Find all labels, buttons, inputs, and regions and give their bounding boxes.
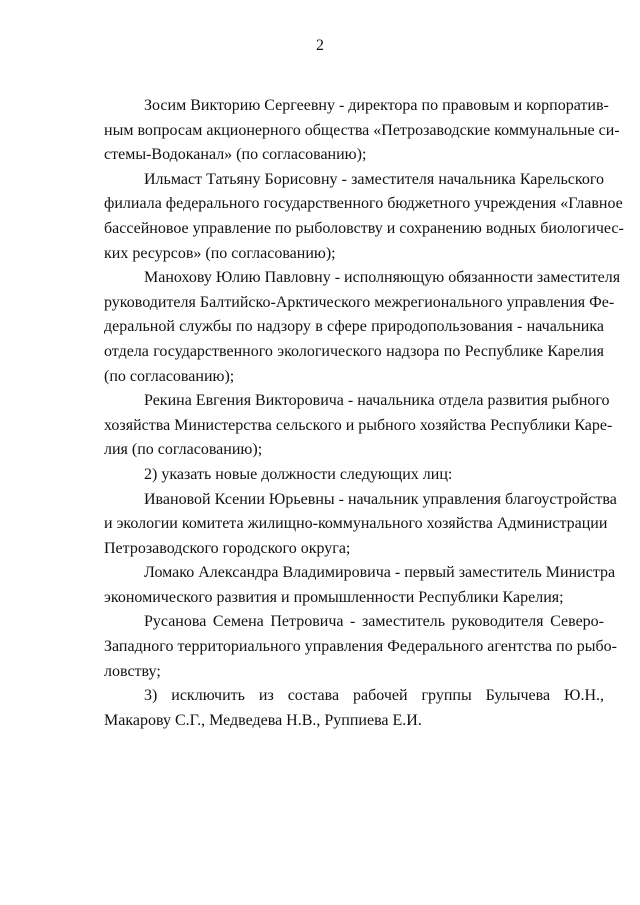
- text-line: Петрозаводского городского округа;: [104, 539, 351, 557]
- text-line: ловству;: [104, 662, 161, 680]
- document-body: [104, 94, 624, 733]
- text-line: хозяйства Министерства сельского и рыбного хозяйства Республики Каре-: [104, 416, 613, 434]
- page-number: 2: [316, 37, 324, 54]
- paragraph-zosim: [104, 94, 620, 168]
- text-line: бассейновое управление по рыболовству и сохранению водных биологичес-: [104, 219, 624, 237]
- text-line: стемы-Водоканал» (по согласованию);: [104, 146, 367, 164]
- text-line: Русанова Семена Петровича - заместитель руководителя Северо-: [144, 613, 604, 631]
- text-line: Макарову С.Г., Медведева Н.В., Руппиева Е.И.: [104, 711, 422, 729]
- paragraph-ivanova: [104, 488, 617, 562]
- text-line: Западного территориального управления Федерального агентства по рыбо-: [104, 638, 617, 656]
- paragraph-rusanov: [104, 610, 617, 684]
- text-line: Ивановой Ксении Юрьевны - начальник управления благоустройства: [144, 490, 617, 508]
- paragraph-item-3: [104, 684, 604, 733]
- text-line: (по согласованию);: [104, 367, 235, 385]
- paragraph-manokhova: [104, 266, 621, 389]
- text-line: экономического развития и промышленности Республики Карелия;: [104, 588, 564, 606]
- text-line: 3) исключить из состава рабочей группы Булычева Ю.Н.,: [144, 687, 604, 705]
- text-line: и экологии комитета жилищно-коммунального хозяйства Администрации: [104, 515, 608, 533]
- text-line: Ломако Александра Владимировича - первый заместитель Министра: [144, 564, 616, 582]
- paragraph-rekin: [104, 389, 613, 463]
- text-line: руководителя Балтийско-Арктического межрегионального управления Фе-: [104, 293, 615, 311]
- text-line: ких ресурсов» (по согласованию);: [104, 244, 336, 262]
- paragraph-item-2: [104, 463, 604, 488]
- text-line: деральной службы по надзору в сфере природопользования - начальника: [104, 318, 604, 336]
- text-line: Ильмаст Татьяну Борисовну - заместителя начальника Карельского: [144, 170, 604, 188]
- text-line: отдела государственного экологического надзора по Республике Карелия: [104, 342, 604, 360]
- text-line: филиала федерального государственного бюджетного учреждения «Главное: [104, 195, 623, 213]
- text-line: ным вопросам акционерного общества «Петрозаводские коммунальные си-: [104, 121, 620, 139]
- paragraph-ilmast: [104, 168, 624, 266]
- text-line: 2) указать новые должности следующих лиц:: [144, 465, 453, 483]
- text-line: Манохову Юлию Павловну - исполняющую обязанности заместителя: [144, 269, 621, 287]
- paragraph-lomako: [104, 561, 616, 610]
- text-line: лия (по согласованию);: [104, 441, 263, 459]
- text-line: Зосим Викторию Сергеевну - директора по правовым и корпоратив-: [144, 97, 609, 114]
- text-line: Рекина Евгения Викторовича - начальника отдела развития рыбного: [144, 392, 610, 410]
